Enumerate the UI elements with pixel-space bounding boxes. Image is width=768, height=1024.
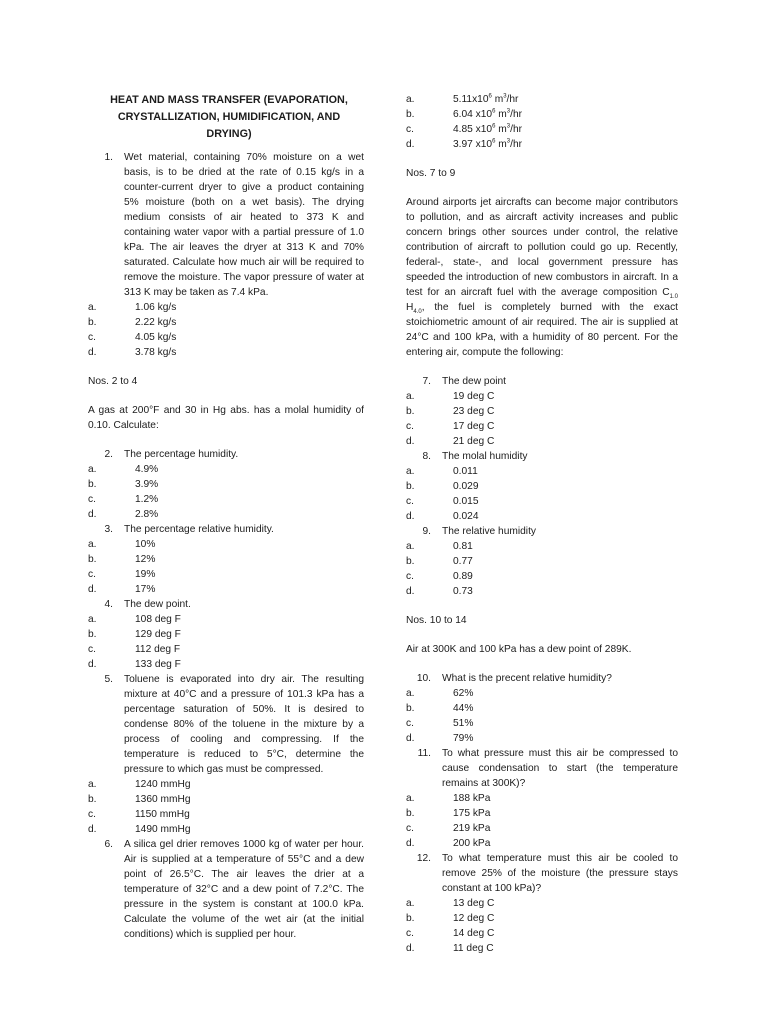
question-12 (406, 851, 678, 896)
problem-statement: A gas at 200°F and 30 in Hg abs. has a molal humidity of 0.10. Calculate: (88, 405, 364, 431)
option (88, 567, 364, 582)
option (88, 492, 364, 507)
option-letter: d. (88, 509, 97, 520)
option-value: 11 deg C (453, 943, 494, 954)
question-5 (88, 672, 364, 777)
question-number: 2. (104, 449, 113, 460)
option-letter: c. (406, 124, 414, 135)
option-letter: a. (88, 779, 97, 790)
option-value: 3.78 kg/s (135, 347, 177, 358)
question-7 (406, 374, 678, 389)
question-1 (88, 150, 364, 300)
options-q6 (406, 92, 678, 152)
option-value: 129 deg F (135, 629, 181, 640)
option (406, 926, 678, 941)
option-letter: a. (406, 541, 415, 552)
options-q4 (88, 612, 364, 672)
question-number: 4. (104, 599, 113, 610)
option-letter: c. (406, 421, 414, 432)
option-letter: b. (406, 481, 415, 492)
option-value: 4.85 $x10^6$ $m^3/hr$ (453, 123, 523, 135)
option-value: 0.81 (453, 541, 473, 552)
question-text: The percentage relative humidity. (124, 524, 274, 535)
option (406, 941, 678, 956)
option (88, 462, 364, 477)
option (88, 477, 364, 492)
option-value: 108 deg F (135, 614, 181, 625)
options-q3 (88, 537, 364, 597)
option-value: 4.9% (135, 464, 159, 475)
option-value: 19% (135, 569, 156, 580)
question-number: 1. (104, 152, 113, 163)
question-text: The percentage humidity. (124, 449, 239, 460)
option (406, 896, 678, 911)
option (88, 777, 364, 792)
option-letter: b. (88, 317, 97, 328)
option-letter: d. (88, 824, 97, 835)
option-letter: a. (88, 302, 97, 313)
question-3 (88, 522, 364, 537)
option-value: 17% (135, 584, 156, 595)
option-letter: b. (406, 808, 415, 819)
question-text: To what pressure must this air be compressed to cause condensation to start (the temperature remains at 300K)? (442, 748, 678, 789)
option (88, 552, 364, 567)
option-letter: c. (406, 928, 414, 939)
option-letter: c. (406, 496, 414, 507)
option (88, 582, 364, 597)
option (406, 791, 678, 806)
option-value: 175 kPa (453, 808, 491, 819)
option (406, 686, 678, 701)
option-letter: d. (406, 139, 415, 150)
option-value: 1490 mmHg (135, 824, 191, 835)
option (88, 300, 364, 315)
option-value: 1.06 kg/s (135, 302, 177, 313)
option-letter: d. (406, 943, 415, 954)
option-letter: b. (88, 629, 97, 640)
option-value: 0.89 (453, 571, 473, 582)
question-11 (406, 746, 678, 791)
option-letter: b. (88, 479, 97, 490)
option-value: 4.05 kg/s (135, 332, 177, 343)
option-value: 13 deg C (453, 898, 495, 909)
left-column (88, 92, 364, 942)
option (406, 419, 678, 434)
option-letter: a. (406, 793, 415, 804)
option (88, 657, 364, 672)
question-2 (88, 447, 364, 462)
question-text: The relative humidity (442, 526, 536, 537)
option-value: 19 deg C (453, 391, 495, 402)
option-value: 112 deg F (135, 644, 181, 655)
option (406, 554, 678, 569)
question-9 (406, 524, 678, 539)
option-letter: c. (406, 571, 414, 582)
option (406, 122, 678, 137)
question-4 (88, 597, 364, 612)
question-number: 5. (104, 674, 113, 685)
option-letter: a. (406, 898, 415, 909)
option-letter: d. (406, 436, 415, 447)
question-10 (406, 671, 678, 686)
option (88, 807, 364, 822)
section-heading: Nos. 10 to 14 (406, 615, 467, 626)
option-letter: c. (406, 718, 414, 729)
option-letter: d. (88, 584, 97, 595)
option (88, 612, 364, 627)
option-value: 0.029 (453, 481, 479, 492)
option (406, 731, 678, 746)
option-value: 21 deg C (453, 436, 495, 447)
options-q11 (406, 791, 678, 851)
option (406, 509, 678, 524)
option (406, 806, 678, 821)
option-value: 1240 mmHg (135, 779, 191, 790)
option (406, 911, 678, 926)
option-letter: d. (406, 511, 415, 522)
option (406, 836, 678, 851)
option-value: 0.73 (453, 586, 473, 597)
problem-statement: Around airports jet aircrafts can become major contributors to pollution, and as aircraft activity increases and public concern brings other sources under control, the relative contribution of aircraft to pollution could go up. Recently, federal-, state-, and local government pressure has speeded the introduction of new combustors in aircraft. In a test for an aircraft fuel with the average composition $C_{1.0}$ $H_{4.0}$, the fuel is completely burned with the exact stoichiometric amount of air required. The air is supplied at 24°C and 100 kPa, with a humidity of 80 percent. For the entering air, compute the following: (406, 197, 678, 358)
option (406, 434, 678, 449)
option-letter: d. (406, 586, 415, 597)
option-letter: c. (88, 494, 96, 505)
option (406, 464, 678, 479)
options-q9 (406, 539, 678, 599)
option-letter: a. (406, 466, 415, 477)
option-value: 0.011 (453, 466, 478, 477)
option (88, 315, 364, 330)
option-value: 1150 mmHg (135, 809, 190, 820)
question-number: 11. (417, 748, 431, 759)
option-letter: a. (88, 614, 97, 625)
option-value: 0.015 (453, 496, 479, 507)
options-q8 (406, 464, 678, 524)
option (88, 822, 364, 837)
option (406, 107, 678, 122)
option-letter: a. (88, 464, 97, 475)
option-letter: b. (406, 913, 415, 924)
option-letter: b. (406, 406, 415, 417)
option (88, 507, 364, 522)
problem-statement: Air at 300K and 100 kPa has a dew point of 289K. (406, 644, 632, 655)
option (88, 642, 364, 657)
question-number: 7. (422, 376, 431, 387)
option (88, 627, 364, 642)
option-value: 12 deg C (453, 913, 495, 924)
question-number: 6. (104, 839, 113, 850)
option-value: 12% (135, 554, 156, 565)
option (406, 389, 678, 404)
option-letter: c. (88, 809, 96, 820)
question-6 (88, 837, 364, 942)
option (406, 539, 678, 554)
option-value: 6.04 $x10^6$ $m^3/hr$ (453, 108, 523, 120)
option-value: 51% (453, 718, 474, 729)
option-value: 23 deg C (453, 406, 495, 417)
option-value: 2.22 kg/s (135, 317, 177, 328)
option-letter: b. (88, 554, 97, 565)
question-text: The dew point. (124, 599, 191, 610)
option-value: 200 kPa (453, 838, 491, 849)
section-heading: Nos. 2 to 4 (88, 376, 138, 387)
option (88, 792, 364, 807)
option-value: 219 kPa (453, 823, 491, 834)
options-q12 (406, 896, 678, 956)
option-value: 1360 mmHg (135, 794, 191, 805)
options-q10 (406, 686, 678, 746)
option (406, 494, 678, 509)
option-letter: b. (88, 794, 97, 805)
question-8 (406, 449, 678, 464)
option (406, 821, 678, 836)
option (88, 345, 364, 360)
options-q2 (88, 462, 364, 522)
option (406, 479, 678, 494)
question-number: 3. (104, 524, 113, 535)
option (406, 701, 678, 716)
question-text: A silica gel drier removes 1000 kg of water per hour. Air is supplied at a temperature of 55°C and a dew point of 26.5°C. The air leaves the drier at a temperature of 32°C and a dew point of 7.2°C. The pressure in the system is constant at 100.0 kPa. Calculate the volume of the wet air (at the initial conditions) which is supplied per hour. (124, 839, 364, 940)
option-letter: a. (88, 539, 97, 550)
question-number: 9. (422, 526, 431, 537)
option-letter: a. (406, 688, 415, 699)
option-value: 1.2% (135, 494, 159, 505)
question-text: To what temperature must this air be cooled to remove 25% of the moisture (the pressure stays constant at 100 kPa)? (442, 853, 678, 894)
question-number: 12. (416, 853, 431, 864)
option-letter: c. (88, 332, 96, 343)
option (88, 537, 364, 552)
question-text: What is the precent relative humidity? (442, 673, 612, 684)
question-text: The molal humidity (442, 451, 528, 462)
option-value: 62% (453, 688, 474, 699)
option-value: $5.11x10^6$ $m^3/hr$ (453, 93, 519, 105)
option-letter: c. (88, 569, 96, 580)
option-letter: a. (406, 391, 415, 402)
option-value: 44% (453, 703, 474, 714)
option-value: 188 kPa (453, 793, 491, 804)
option-letter: d. (88, 347, 97, 358)
option (406, 137, 678, 152)
option-letter: b. (406, 109, 415, 120)
option-value: 10% (135, 539, 156, 550)
option-letter: d. (406, 733, 415, 744)
option-value: 0.77 (453, 556, 473, 567)
option-letter: b. (406, 556, 415, 567)
option-value: 17 deg C (453, 421, 495, 432)
question-text: Wet material, containing 70% moisture on a wet basis, is to be dried at the rate of 0.15 kg/s in a counter-current dryer to give a product containing 5% moisture (both on a wet basis). The drying medium consists of air heated to 373 K and containing water vapor with a partial pressure of 1.0 kPa. The air leaves the dryer at 313 K and 70% saturated. Calculate how much air will be required to remove the moisture. The vapor pressure of water at 313 K may be taken as 7.4 kPa. (124, 152, 364, 298)
option-value: 133 deg F (135, 659, 181, 670)
right-column (406, 92, 678, 956)
options-q7 (406, 389, 678, 449)
options-q1 (88, 300, 364, 360)
option-value: 79% (453, 733, 474, 744)
option-value: 3.97 $x10^6$ $m^3/hr$ (453, 138, 523, 150)
document-title: HEAT AND MASS TRANSFER (EVAPORATION, CRYSTALLIZATION, HUMIDIFICATION, AND DRYING) (110, 94, 348, 140)
option-letter: a. (406, 94, 415, 105)
question-number: 8. (422, 451, 431, 462)
option (406, 92, 678, 107)
question-text: Toluene is evaporated into dry air. The resulting mixture at 40°C and a pressure of 101.3 kPa has a percentage saturation of 50%. It is desired to condense 80% of the toluene in the mixture by a process of cooling and compressing. If the temperature is reduced to 5°C, determine the pressure to which gas must be compressed. (124, 674, 364, 775)
question-number: 10. (416, 673, 431, 684)
option (406, 716, 678, 731)
section-heading: Nos. 7 to 9 (406, 168, 456, 179)
option-letter: b. (406, 703, 415, 714)
option (406, 404, 678, 419)
options-q5 (88, 777, 364, 837)
option-value: 0.024 (453, 511, 479, 522)
option-letter: c. (406, 823, 414, 834)
option-letter: d. (88, 659, 97, 670)
option-value: 2.8% (135, 509, 159, 520)
option (88, 330, 364, 345)
option (406, 584, 678, 599)
option-value: 14 deg C (453, 928, 495, 939)
option (406, 569, 678, 584)
option-letter: d. (406, 838, 415, 849)
option-value: 3.9% (135, 479, 159, 490)
option-letter: c. (88, 644, 96, 655)
question-text: The dew point (442, 376, 506, 387)
